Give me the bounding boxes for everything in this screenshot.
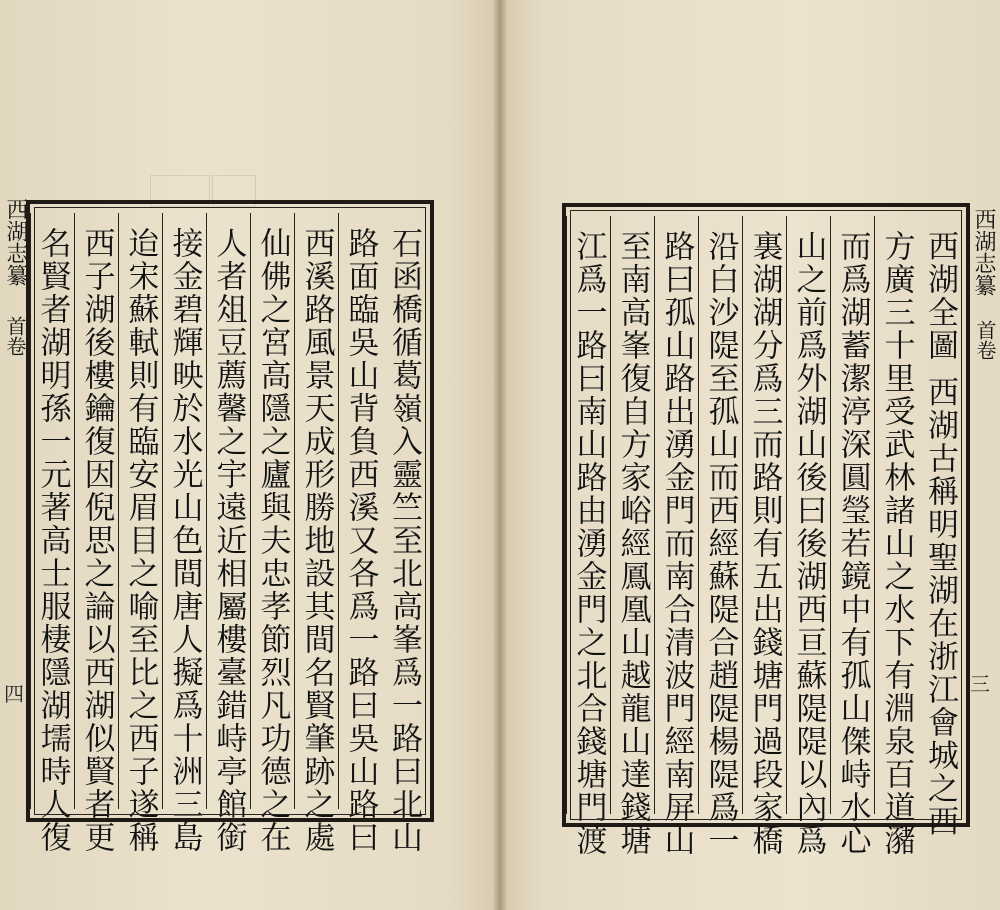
text-column: 西溪路風景天成形勝地設其間名賢肇跡之處 bbox=[294, 213, 338, 809]
heading-column bbox=[918, 216, 962, 838]
text-column: 江爲一路曰南山路由湧金門之北合錢塘門渡 bbox=[566, 216, 610, 814]
text-column: 仙佛之宮高隱之廬與夫忠孝節烈凡功德之在 bbox=[250, 213, 294, 809]
text-column: 路面臨吳山背負西溪又各爲一路曰吳山路曰 bbox=[338, 213, 382, 809]
book-gutter bbox=[494, 0, 506, 910]
text-column: 沿白沙隄至孤山而西經蘇隄合趙隄楊隄爲一 bbox=[698, 216, 742, 814]
right-spine-title: 西湖志纂 bbox=[971, 208, 996, 296]
text-column: 接金碧輝映於水光山色間唐人擬爲十洲三島 bbox=[162, 213, 206, 809]
right-spine-volume: 首卷 bbox=[973, 320, 997, 360]
right-text-frame bbox=[562, 203, 970, 857]
text-column: 名賢者湖明孫一元著高士服棲隱湖壖時人復 bbox=[30, 213, 74, 809]
left-text-frame bbox=[26, 200, 434, 854]
text-column: 方廣三十里受武林諸山之水下有淵泉百道瀦 bbox=[874, 216, 918, 814]
section-heading: 西湖全圖 bbox=[922, 230, 958, 362]
text-column: 至南高峯復自方家峪經鳳凰山越龍山達錢塘 bbox=[610, 216, 654, 814]
right-page-number: 三 bbox=[970, 672, 990, 696]
left-page-number: 四 bbox=[4, 682, 24, 706]
left-spine-volume: 首卷 bbox=[3, 316, 27, 356]
text-column: 西子湖後樓鑰復因倪思之論以西湖似賢者更 bbox=[74, 213, 118, 809]
text-column: 迨宋蘇軾則有臨安眉目之喻至比之西子遂稱 bbox=[118, 213, 162, 809]
text-column: 人者俎豆薦馨之宇遠近相屬樓臺錯峙亭館銜 bbox=[206, 213, 250, 809]
text-column: 裏湖湖分爲三而路則有五出錢塘門過段家橋 bbox=[742, 216, 786, 814]
text-column: 石函橋循葛嶺入靈竺至北高峯爲一路曰北山 bbox=[386, 227, 422, 854]
text-column: 山之前爲外湖山後曰後湖西亘蘇隄隄以內爲 bbox=[786, 216, 830, 814]
text-column: 路曰孤山路出湧金門而南合清波門經南屏山 bbox=[654, 216, 698, 814]
text-column: 而爲湖蓄潔渟深圓瑩若鏡中有孤山傑峙水心 bbox=[830, 216, 874, 814]
section-opening-text: 西湖古稱明聖湖在浙江會城之西 bbox=[922, 376, 958, 838]
left-spine-title: 西湖志纂 bbox=[3, 198, 28, 286]
